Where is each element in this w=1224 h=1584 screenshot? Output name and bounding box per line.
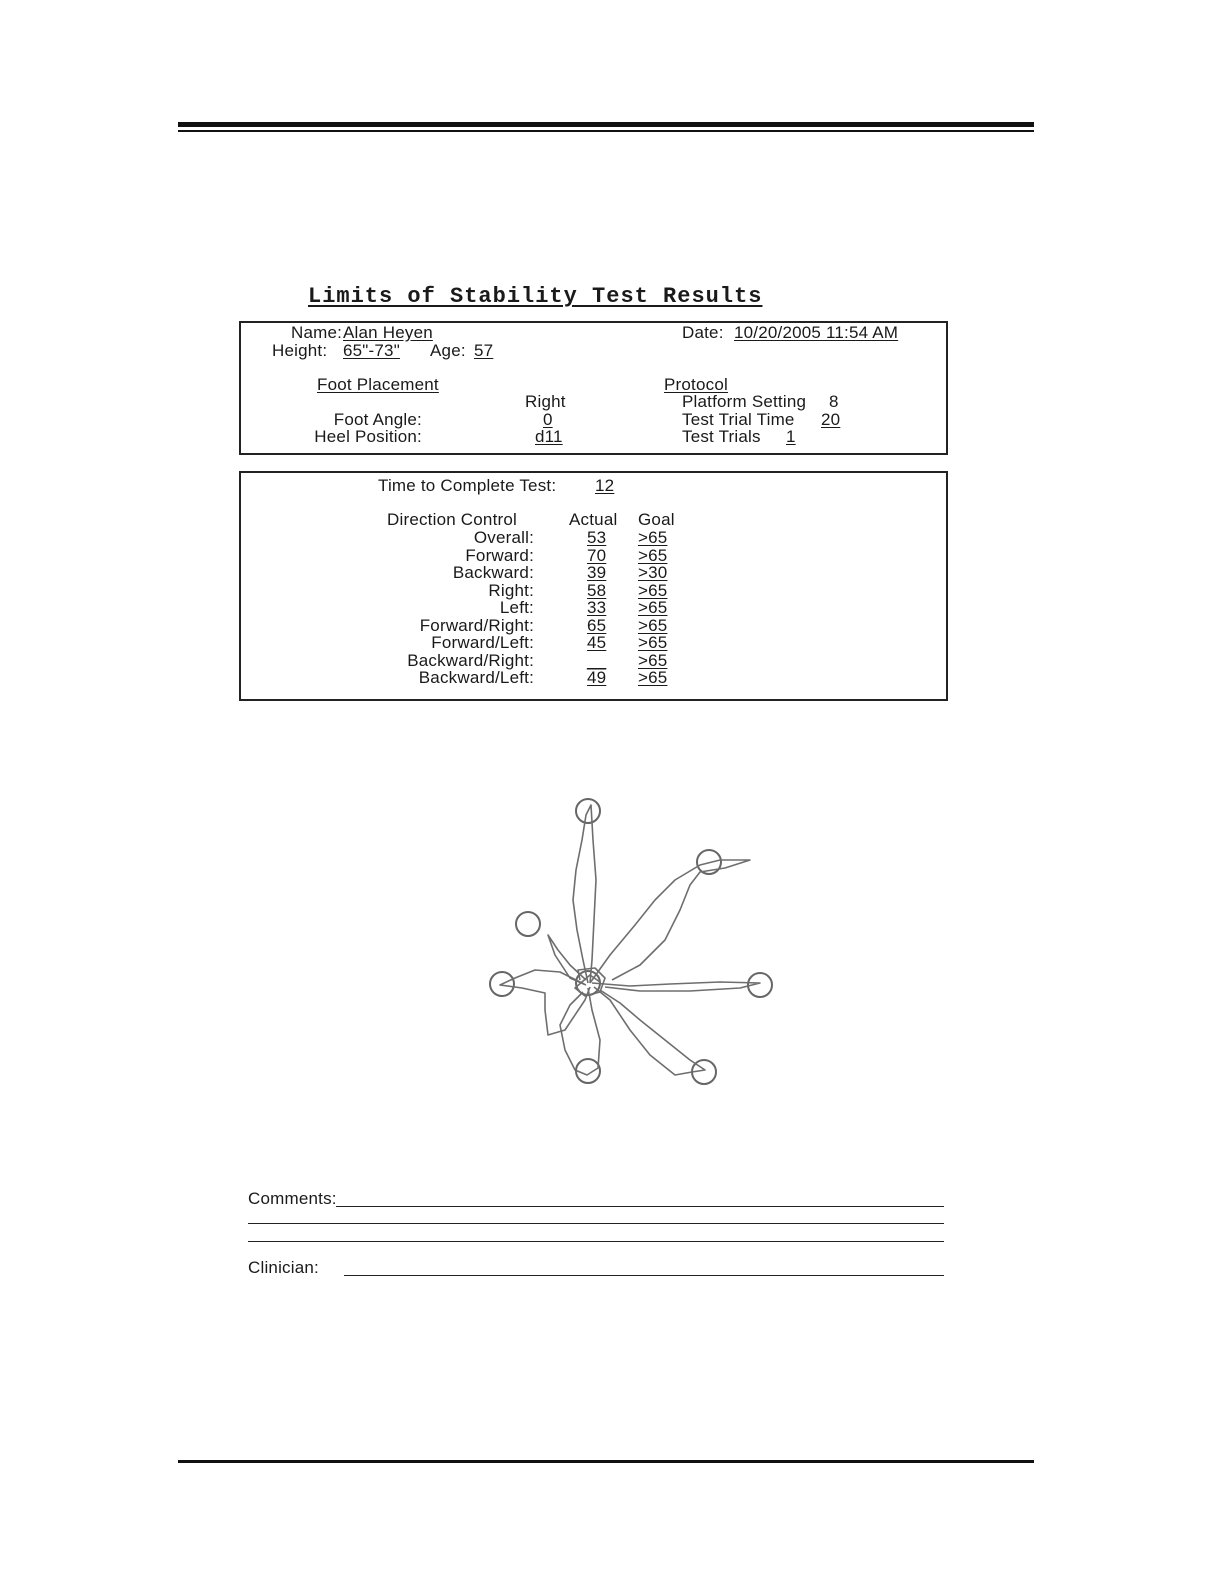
patient-name: Alan Heyen	[343, 323, 433, 342]
target-backward	[576, 1059, 600, 1083]
actual-value: 39	[587, 563, 607, 582]
foot-placement-heading: Foot Placement	[317, 375, 439, 394]
trace-path-1	[573, 805, 596, 983]
goal-value: >65	[638, 528, 668, 547]
heel-position-label: Heel Position:	[314, 427, 422, 446]
test-trials-label: Test Trials	[682, 427, 761, 446]
direction-label: Overall:	[473, 528, 534, 547]
protocol-heading: Protocol	[664, 375, 728, 394]
goal-value: >30	[638, 563, 668, 582]
platform-setting-value: 8	[829, 392, 839, 411]
goal-value: >65	[638, 650, 668, 670]
goal-value: >65	[638, 668, 668, 687]
direction-label: Right:	[488, 580, 534, 600]
time-to-complete-label: Time to Complete Test:	[378, 476, 557, 495]
actual-value: 58	[587, 580, 607, 600]
goal-heading: Goal	[638, 510, 675, 529]
direction-label: Left:	[499, 598, 534, 617]
actual-value: 33	[587, 598, 607, 617]
goal-value: >65	[638, 580, 668, 600]
goal-value: >65	[638, 545, 668, 565]
goal-value: >65	[638, 633, 668, 652]
direction-label: Backward/Right:	[407, 650, 534, 670]
actual-value: 70	[587, 545, 607, 565]
age-label: Age:	[430, 341, 466, 360]
comments-line-3[interactable]	[248, 1241, 944, 1242]
height-label: Height:	[272, 341, 328, 360]
foot-column-heading: Right	[525, 392, 566, 411]
platform-setting-label: Platform Setting	[682, 392, 807, 411]
name-label: Name:	[291, 323, 343, 342]
direction-label: Forward/Right:	[419, 615, 534, 635]
trial-time-label: Test Trial Time	[682, 410, 795, 429]
actual-value: 49	[587, 668, 607, 687]
direction-label: Backward/Left:	[418, 668, 534, 687]
comments-line-1[interactable]	[336, 1206, 944, 1207]
actual-value: __	[587, 650, 607, 670]
footer-rule	[178, 1460, 1034, 1463]
goal-value: >65	[638, 598, 668, 617]
actual-heading: Actual	[569, 510, 618, 529]
trace-path-2	[590, 860, 750, 983]
header-rule-thin	[178, 130, 1034, 132]
direction-label: Forward:	[465, 545, 534, 565]
trace-path-3	[592, 982, 760, 991]
trial-time-value: 20	[821, 410, 841, 429]
goal-value: >65	[638, 615, 668, 635]
foot-angle-value: 0	[543, 410, 553, 429]
actual-value: 45	[587, 633, 607, 652]
foot-angle-label: Foot Angle:	[333, 410, 422, 429]
clinician-line[interactable]	[344, 1275, 944, 1276]
stability-trace-plot	[470, 790, 790, 1100]
patient-height: 65"-73"	[343, 341, 400, 360]
clinician-label: Clinician:	[248, 1258, 319, 1277]
target-forward-left	[516, 912, 540, 936]
direction-control-heading: Direction Control	[387, 510, 518, 529]
test-trials-value: 1	[786, 427, 796, 446]
time-to-complete-value: 12	[595, 476, 615, 495]
actual-value: 65	[587, 615, 607, 635]
direction-label: Forward/Left:	[431, 633, 534, 652]
patient-age: 57	[474, 341, 494, 360]
comments-line-2[interactable]	[248, 1223, 944, 1224]
direction-label: Backward:	[452, 563, 534, 582]
test-date: 10/20/2005 11:54 AM	[734, 323, 899, 342]
header-rule-thick	[178, 122, 1034, 127]
actual-value: 53	[587, 528, 607, 547]
heel-position-value: d11	[535, 427, 563, 446]
date-label: Date:	[682, 323, 724, 342]
comments-label: Comments:	[248, 1189, 337, 1208]
page-title: Limits of Stability Test Results	[308, 284, 763, 309]
trace-path-4	[594, 987, 705, 1075]
